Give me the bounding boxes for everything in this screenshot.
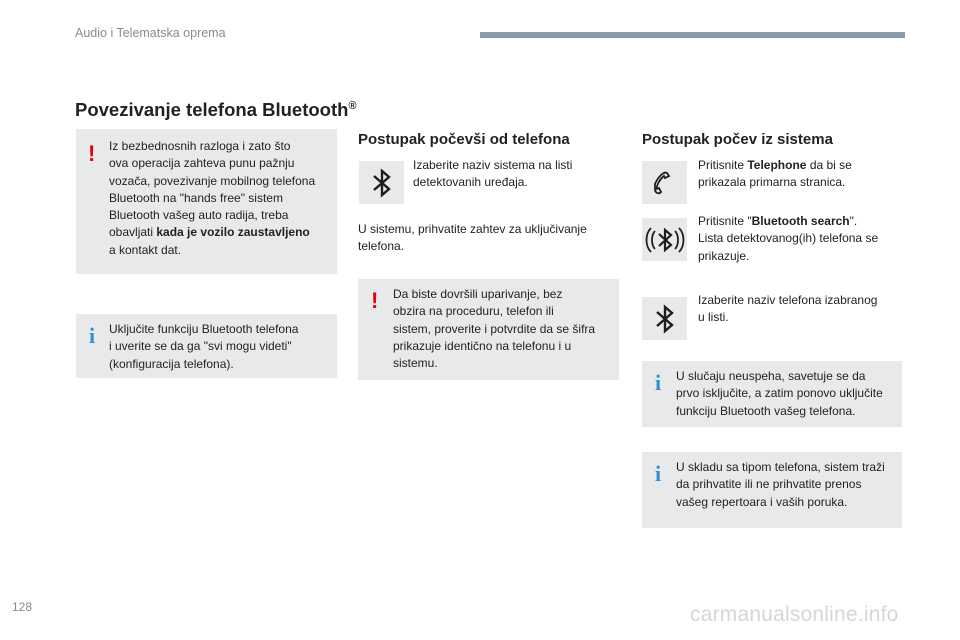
warning-line: a kontakt dat. xyxy=(109,242,182,257)
telephone-icon xyxy=(642,161,687,204)
warning-text xyxy=(109,138,334,259)
info-icon: i xyxy=(655,461,662,486)
warning-box-safety xyxy=(76,129,337,274)
bluetooth-search-label: Bluetooth search xyxy=(751,214,850,228)
warning-line: ova operacija zahteva punu pažnju xyxy=(109,156,295,171)
warning-line: sistem, proverite i potvrdite da se šifra xyxy=(393,321,596,336)
info-icon: i xyxy=(655,370,662,395)
step-line: U sistemu, prihvatite zahtev za uključivanje xyxy=(358,222,587,236)
step-text xyxy=(358,221,620,256)
step-line: Izaberite naziv telefona izabranog xyxy=(698,293,878,307)
warning-text-bold: kada je vozilo zaustavljeno xyxy=(156,225,310,240)
warning-icon: ! xyxy=(371,288,379,313)
section-title-from-phone: Postupak počevši od telefona xyxy=(358,131,570,148)
warning-line: Iz bezbednosnih razloga i zato što xyxy=(109,139,291,153)
info-line: U skladu sa tipom telefona, sistem traži xyxy=(676,460,885,474)
bluetooth-icon xyxy=(359,161,404,204)
section-header: Audio i Telematska oprema xyxy=(75,26,226,40)
step-text xyxy=(698,292,903,327)
step-text-prefix: Pritisnite xyxy=(698,158,748,172)
warning-line: Bluetooth na "hands free" sistem xyxy=(109,190,283,205)
step-line: detektovanih uređaja. xyxy=(413,175,528,190)
step-line xyxy=(698,213,903,230)
info-line: U slučaju neuspeha, savetuje se da xyxy=(676,369,866,383)
warning-text-prefix: obavljati xyxy=(109,225,157,240)
warning-icon: ! xyxy=(88,141,96,166)
watermark: carmanualsonline.info xyxy=(690,603,899,626)
section-title-from-system: Postupak počev iz sistema xyxy=(642,131,833,148)
info-line: prvo isključite, a zatim ponovo uključite xyxy=(676,386,883,401)
step-line: Izaberite naziv sistema na listi xyxy=(413,158,573,172)
step-text xyxy=(698,213,903,265)
info-box-failure xyxy=(642,361,902,427)
info-line: (konfiguracija telefona). xyxy=(109,356,234,371)
telephone-label: Telephone xyxy=(747,158,807,172)
step-line: prikazala primarna stranica. xyxy=(698,175,846,190)
info-box-repertoire xyxy=(642,452,902,528)
warning-line: sistemu. xyxy=(393,356,438,371)
warning-text xyxy=(393,286,616,372)
page-title xyxy=(75,99,357,121)
info-box-bluetooth xyxy=(76,314,337,378)
page-title-text: Povezivanje telefona Bluetooth xyxy=(75,99,349,120)
bluetooth-search-icon xyxy=(642,218,687,261)
warning-line: vozača, povezivanje mobilnog telefona xyxy=(109,173,316,188)
warning-line: Bluetooth vašeg auto radija, treba xyxy=(109,208,289,223)
step-text-prefix: Pritisnite " xyxy=(698,214,752,228)
warning-line: Da biste dovršili uparivanje, bez xyxy=(393,287,563,301)
warning-box-pairing xyxy=(358,279,619,380)
step-text-suffix: ". xyxy=(849,214,858,228)
header-bar xyxy=(480,32,905,38)
step-line: Lista detektovanog(ih) telefona se xyxy=(698,231,879,246)
step-line xyxy=(698,157,903,174)
step-text xyxy=(698,157,903,192)
step-line: u listi. xyxy=(698,310,729,325)
bluetooth-icon xyxy=(642,297,687,340)
info-line: vašeg repertoara i vaših poruka. xyxy=(676,494,848,509)
warning-line: prikazuje identično na telefonu i u xyxy=(393,338,572,353)
info-line: da prihvatite ili ne prihvatite prenos xyxy=(676,477,862,492)
warning-line: obzira na proceduru, telefon ili xyxy=(393,304,554,319)
step-line: telefona. xyxy=(358,239,405,254)
info-line: i uverite se da ga "svi mogu videti" xyxy=(109,339,292,354)
info-text xyxy=(676,368,900,420)
info-text xyxy=(109,321,334,373)
info-icon: i xyxy=(89,323,96,348)
info-line: Uključite funkciju Bluetooth telefona xyxy=(109,322,299,336)
info-line: funkciju Bluetooth vašeg telefona. xyxy=(676,403,856,418)
page-number: 128 xyxy=(12,600,33,614)
info-text xyxy=(676,459,900,511)
step-text xyxy=(413,157,618,192)
step-line: prikazuje. xyxy=(698,248,750,263)
step-text-suffix: da bi se xyxy=(806,158,852,172)
registered-mark: ® xyxy=(348,99,357,112)
warning-line xyxy=(109,224,334,241)
